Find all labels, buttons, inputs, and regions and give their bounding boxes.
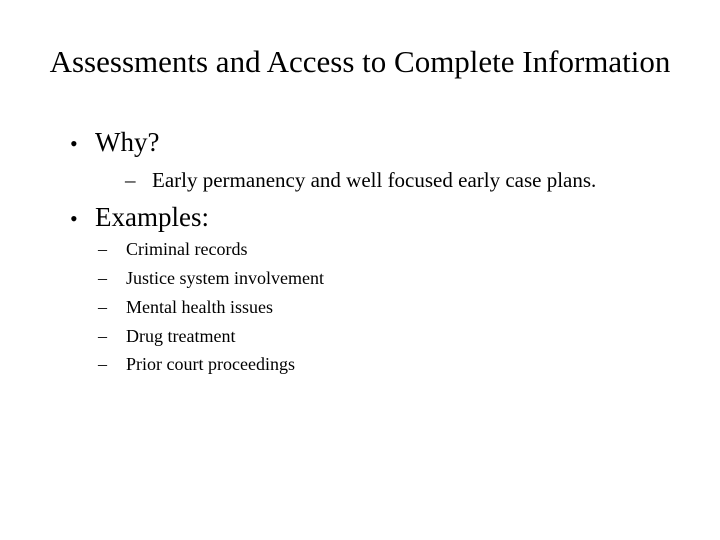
bullet-label: Why? (95, 127, 160, 157)
sub-item (98, 353, 295, 375)
dash-marker: – (98, 326, 107, 346)
dash-marker: – (98, 354, 107, 374)
slide-title: Assessments and Access to Complete Information (49, 44, 671, 79)
sub-item-text: Drug treatment (126, 326, 236, 346)
sub-item (98, 267, 324, 289)
dash-marker: – (98, 297, 107, 317)
sub-item-text: Criminal records (126, 239, 248, 259)
sub-item (125, 167, 597, 193)
dash-marker: – (98, 268, 107, 288)
bullet-marker: • (70, 131, 78, 156)
bullet-examples (70, 201, 209, 235)
dash-marker: – (125, 168, 136, 192)
dash-marker: – (98, 239, 107, 259)
bullet-label: Examples: (95, 202, 209, 232)
sub-item (98, 238, 248, 260)
sub-item-text: Mental health issues (126, 297, 273, 317)
bullet-why (70, 126, 159, 160)
sub-item-text: Prior court proceedings (126, 354, 295, 374)
sub-item-text: Justice system involvement (126, 268, 324, 288)
bullet-marker: • (70, 206, 78, 231)
sub-item-text: Early permanency and well focused early case plans. (152, 168, 597, 192)
sub-item (98, 325, 236, 347)
sub-item (98, 296, 273, 318)
